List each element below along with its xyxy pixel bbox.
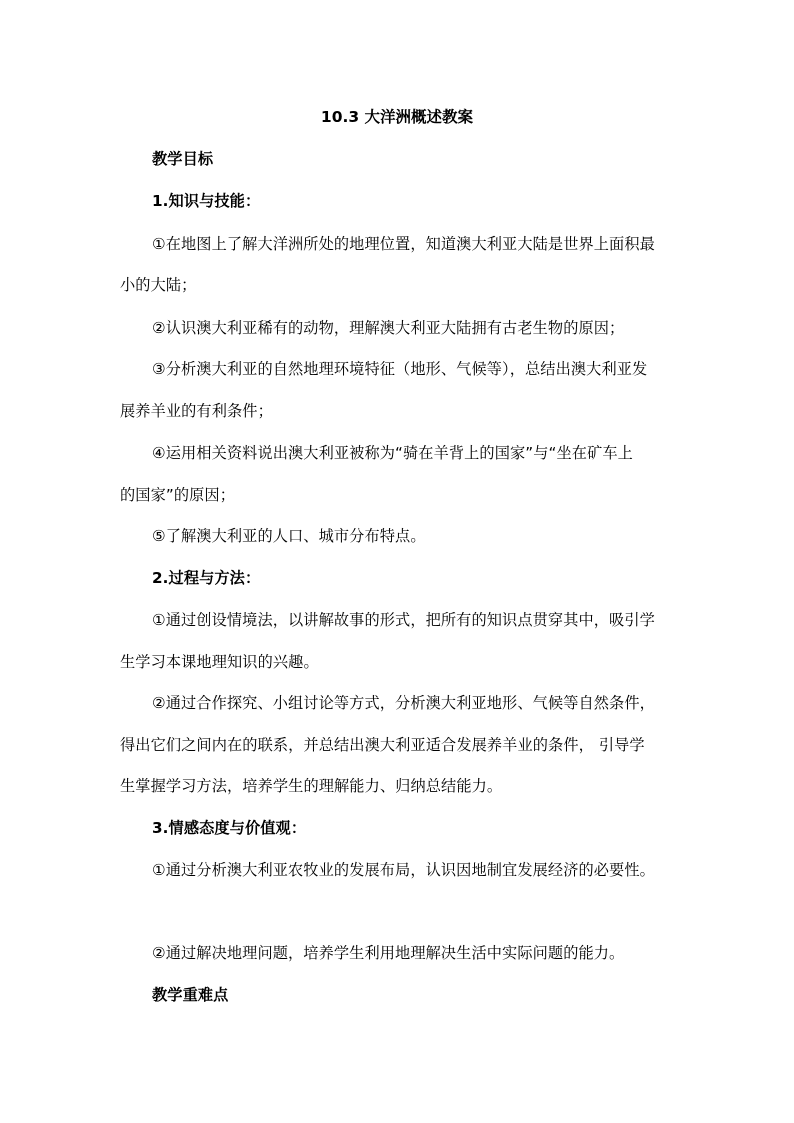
paragraph-line: ⑤了解澳大利亚的人口、城市分布特点。 (152, 527, 426, 545)
paragraph-line: 展养羊业的有利条件； (120, 402, 273, 420)
paragraph-line: ④运用相关资料说出澳大利亚被称为“骑在羊背上的国家”与“坐在矿车上 (152, 444, 633, 462)
paragraph-line: ①在地图上了解大洋洲所处的地理位置，知道澳大利亚大陆是世界上面积最 (152, 235, 655, 253)
paragraph-line: ①通过创设情境法，以讲解故事的形式，把所有的知识点贯穿其中，吸引学 (152, 611, 655, 629)
paragraph-line: ②通过解决地理问题，培养学生利用地理解决生活中实际问题的能力。 (152, 944, 625, 962)
paragraph-line: ③分析澳大利亚的自然地理环境特征（地形、气候等），总结出澳大利亚发 (152, 360, 648, 378)
section3-heading: 3.情感态度与价值观： (152, 819, 307, 837)
paragraph-line: 得出它们之间内在的联系，并总结出澳大利亚适合发展养羊业的条件， 引导学 (120, 736, 645, 754)
heading-key-points: 教学重难点 (152, 986, 229, 1004)
paragraph-line: 生掌握学习方法，培养学生的理解能力、归纳总结能力。 (120, 777, 503, 795)
paragraph-line: 小的大陆； (120, 276, 197, 294)
section1-heading: 1.知识与技能： (152, 192, 261, 210)
section2-heading: 2.过程与方法： (152, 569, 261, 587)
paragraph-line: ②通过合作探究、小组讨论等方式，分析澳大利亚地形、气候等自然条件， (152, 694, 655, 712)
document-title: 10.3 大洋洲概述教案 (320, 108, 474, 126)
paragraph-line: ②认识澳大利亚稀有的动物，理解澳大利亚大陆拥有古老生物的原因； (152, 319, 625, 337)
heading-objectives: 教学目标 (152, 150, 214, 168)
paragraph-line: ①通过分析澳大利亚农牧业的发展布局，认识因地制宜发展经济的必要性。 (152, 861, 655, 879)
paragraph-line: 的国家”的原因； (120, 486, 235, 504)
paragraph-line: 生学习本课地理知识的兴趣。 (120, 653, 319, 671)
